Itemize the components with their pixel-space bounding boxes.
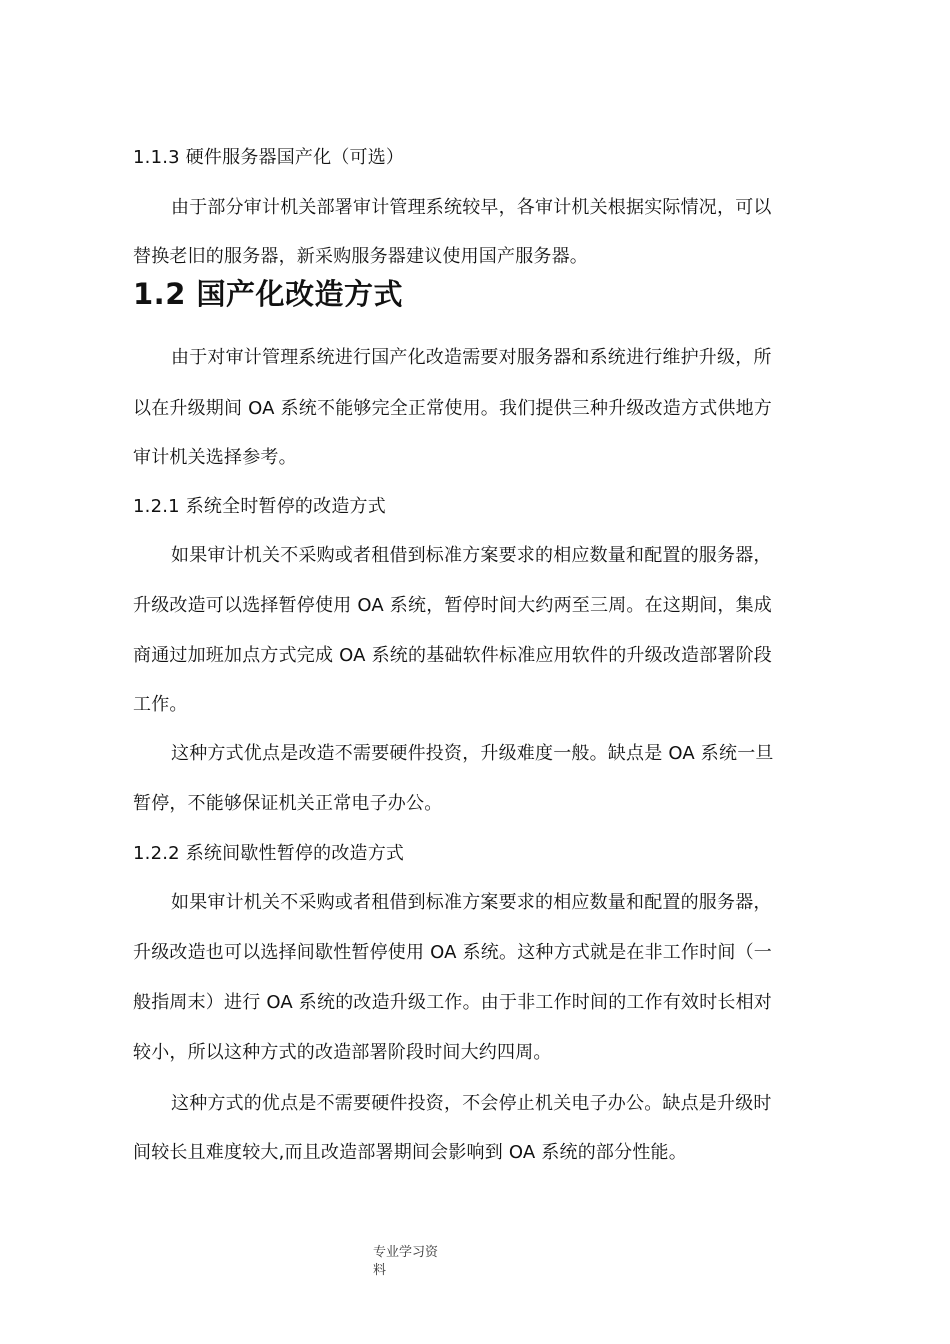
section-heading-1-2-2: 1.2.2 系统间歇性暂停的改造方式	[133, 843, 405, 864]
paragraph-line: 替换老旧的服务器，新采购服务器建议使用国产服务器。	[133, 246, 588, 267]
paragraph-line: 商通过加班加点方式完成 OA 系统的基础软件标准应用软件的升级改造部署阶段	[133, 645, 773, 666]
paragraph-line: 工作。	[133, 694, 188, 715]
paragraph-line: 这种方式优点是改造不需要硬件投资，升级难度一般。缺点是 OA 系统一旦	[171, 743, 774, 764]
paragraph-line: 升级改造也可以选择间歇性暂停使用 OA 系统。这种方式就是在非工作时间（一	[133, 942, 773, 963]
paragraph-line: 由于部分审计机关部署审计管理系统较早，各审计机关根据实际情况，可以	[171, 197, 772, 218]
paragraph-line: 这种方式的优点是不需要硬件投资，不会停止机关电子办公。缺点是升级时	[171, 1093, 772, 1114]
section-heading-1-2-1: 1.2.1 系统全时暂停的改造方式	[133, 496, 386, 517]
paragraph-line: 较小，所以这种方式的改造部署阶段时间大约四周。	[133, 1042, 552, 1063]
paragraph-line: 如果审计机关不采购或者租借到标准方案要求的相应数量和配置的服务器，	[171, 545, 772, 566]
paragraph-line: 暂停，不能够保证机关正常电子办公。	[133, 793, 443, 814]
paragraph-line: 以在升级期间 OA 系统不能够完全正常使用。我们提供三种升级改造方式供地方	[133, 398, 773, 419]
paragraph-line: 升级改造可以选择暂停使用 OA 系统，暂停时间大约两至三周。在这期间，集成	[133, 595, 773, 616]
section-heading-1-2: 1.2 国产化改造方式	[133, 277, 403, 311]
paragraph-line: 审计机关选择参考。	[133, 447, 297, 468]
paragraph-line: 如果审计机关不采购或者租借到标准方案要求的相应数量和配置的服务器，	[171, 892, 772, 913]
paragraph-line: 由于对审计管理系统进行国产化改造需要对服务器和系统进行维护升级，所	[171, 347, 772, 368]
paragraph-line: 般指周末）进行 OA 系统的改造升级工作。由于非工作时间的工作有效时长相对	[133, 992, 773, 1013]
section-heading-1-1-3: 1.1.3 硬件服务器国产化（可选）	[133, 147, 405, 168]
footer-text: 专业学习资	[373, 1245, 439, 1260]
footer-text: 料	[373, 1263, 387, 1278]
paragraph-line: 间较长且难度较大,而且改造部署期间会影响到 OA 系统的部分性能。	[133, 1142, 687, 1163]
